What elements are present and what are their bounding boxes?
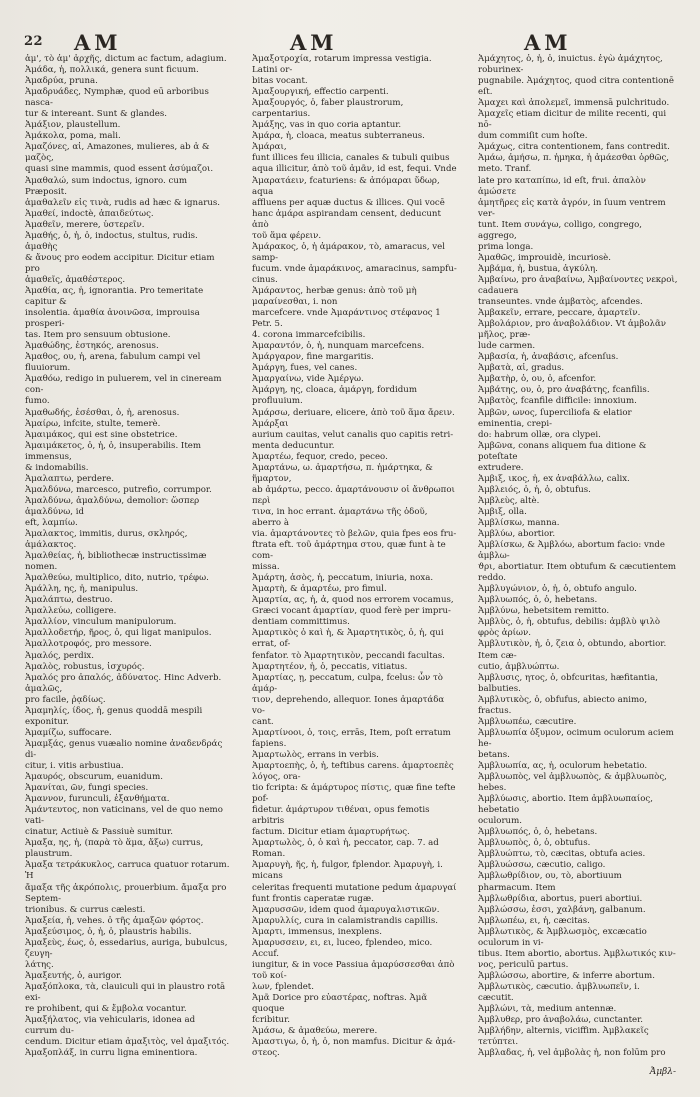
entry-line: Ἀμάχως, citra contentionem, fans contredit. [478, 142, 670, 153]
entry-line: Ἀμβλυγώνιον, ὁ, ἡ, ὁ, obtufo angulo. [478, 584, 637, 595]
entry-line: Ἀμβλώσσω, ἐσσι, χαλβάνη, galbanum. [478, 904, 646, 915]
entry-line: τιον, deprehendo, allequor. Iones ἁμαρτάδα vo- [252, 694, 445, 716]
entry-line: Ἀμαλάπτω, destruo. [25, 595, 113, 606]
entry-line: λάτης. [25, 959, 54, 970]
entry-line: Ἀμαξεία, ἡ, vehes. ὁ τῆς ἀμαξῶν φόρτος. [25, 915, 204, 926]
column-left [25, 54, 230, 1057]
entry-line: tas. Item pro sensuum obtusione. [25, 330, 171, 341]
entry-line: fenfator. τὸ Ἀμαρτητικὸν, peccandi facultas. [252, 650, 445, 661]
entry-line: cutio, ἀμβλυώπτω. [478, 661, 560, 672]
entry-line: Ἀμάλλη, ης, ἡ, manipulus. [25, 584, 139, 595]
entry-line: Ἀμαξουργός, ὁ, faber plaustrorum, carpentarius. [252, 98, 404, 120]
entry-line: Ἀμαρατάειν, fcaturiens: & ἀπόμαραι ὕδωρ, aqua [252, 175, 440, 197]
entry-line: Ἀμαθία, ας, ἡ, ignorantia. Pro temeritate capitur & [25, 285, 204, 308]
entry-line: marcefcere. vnde Ἀμαράντινος στέφανος 1 Petr. 5. [252, 308, 441, 330]
entry-line: fumo. [25, 396, 50, 407]
entry-line: Ἀμάργη, fues, vel canes. [252, 363, 358, 374]
entry-line: Ἀμβλωτικὸς, cæcutio. ἀμβλυωπεῖν, i. cæcutit. [478, 981, 640, 1003]
entry-line: hanc ἀμάρα aspirandam censent, deducunt ἀπὸ [252, 208, 441, 230]
entry-line: Ἀμβλυωπὸς, ὁ, ὁ, obtufus. [478, 838, 591, 849]
entry-line: do: habrum ollæ, ora clypei. [478, 429, 601, 440]
entry-line: tio fcripta: & ἁμάρτυρος πίστις, quæ fine tefte pof- [252, 783, 456, 805]
entry-line: Ἀμάντευτος, non vaticinans, vel de quo nemo vati- [25, 805, 223, 827]
entry-line: Ἀμαλὸς, robustus, ἰσχυρός. [25, 661, 145, 672]
entry-line: cinatur, Actiuè & Passiuè sumitur. [25, 827, 173, 838]
entry-line: Ἀμαξα τετράκυκλος, carruca quatuor rotarum. Ἡ [25, 860, 230, 882]
entry-line: ἀμαθαλεῖν εἰς τινὰ, rudis ad hæc & ignarus. [25, 197, 220, 208]
page-number: 22 [24, 34, 44, 49]
entry-line: pro facile, ῥᾳδίως. [25, 694, 106, 705]
entry-line: Ἀμαξοτροχία, rotarum impressa vestigia. Latini or- [252, 54, 432, 76]
catchword: Ἀμβλ- [649, 1067, 676, 1077]
entry-line: Ἀμαλθεύω, multiplico, dito, nutrio, τρέφω. [25, 573, 209, 584]
entry-line: Ἀμάρακος, ὁ, ἡ ἀμάρακον, τὸ, amaracus, vel samp- [252, 241, 445, 263]
entry-line: prima longa. [478, 241, 534, 252]
entry-line: Ἀμαίρω, infcite, stulte, temerè. [25, 418, 161, 429]
entry-line: Ἀμαζόνες, αἱ, Amazones, mulieres, ab ἀ & μαζὸς, [25, 142, 210, 164]
entry-line: Ἀμβλίσκω, manna. [478, 517, 560, 528]
entry-line: Ἀμβασία, ἡ, ἀναβάσις, afcenſus. [478, 352, 619, 363]
entry-line: Ἀμάραντος, herbæ genus: ἀπὸ τοῦ μὴ μαραίνεσθαι, i. non [252, 285, 417, 308]
entry-line: tur & intereant. Sunt & glandes. [25, 109, 167, 120]
entry-line: missa. [252, 562, 280, 573]
entry-line: Ἀμάρτη, ἁσὸς, ἡ, peccatum, iniuria, noxa. [252, 573, 434, 584]
entry-line: 4. corona immarcefcibilis. [252, 330, 366, 341]
entry-line: Ἀμανίται, ῶν, fungi species. [25, 783, 149, 794]
entry-line: Ἀμβατὰ, αἱ, gradus. [478, 363, 565, 374]
entry-line: Ἀμαρτητέον, ἡ, ὁ, peccatis, vitiatus. [252, 661, 408, 672]
entry-line: Ἀμαξα, ης, ἡ, (παρὰ τὸ ἅμα, ἄξω) currus, plaustrum. [25, 838, 204, 860]
entry-line: re prohibent, qui & ἔμβολα vocantur. [25, 1004, 187, 1015]
entry-line: Ἀμάκολα, poma, mali. [25, 131, 121, 142]
entry-line: Ἀμβλωθρίδια, abortus, pueri abortiui. [478, 893, 643, 904]
entry-line: iungitur, & in voce Passiua ἀμαρύσσεσθαι ἀπὸ τοῦ κοί- [252, 959, 455, 981]
entry-line: aurium cauitas, velut canalis quo capitis retri- [252, 429, 454, 440]
entry-line: extrudere. [478, 462, 524, 473]
entry-line: celeritas frequenti mutatione pedum ἀμαρυγαί [252, 882, 457, 893]
entry-line: funt frontis caperatæ rugæ. [252, 893, 374, 904]
entry-line: Ἀμαρτία, ας, ἡ, ἁ, quod nos errorem vocamus, [252, 595, 454, 606]
entry-line: Græci vocant ἁμαρτίαν, quod ferè per impru- [252, 606, 451, 617]
entry-line: oculorum. [478, 816, 522, 827]
entry-line: Ἀμᾶ Dorice pro εὐαστέρας, noftras. Ἀμᾶ quoque [252, 992, 428, 1015]
entry-line: via. ἁμαρτάνοντες τὸ βελῶν, quia fpes eos fru- [252, 529, 457, 540]
entry-line: Ἀμαξήλατος, via vehicularis, idonea ad currum du- [25, 1015, 196, 1037]
entry-line: Ἀμβλυωπός, ὁ, ὁ, hebetans. [478, 827, 598, 838]
entry-line: dentiam committimus. [252, 617, 350, 628]
entry-line: Ἀμαμηλίς, ίδος, ἡ, genus quoddā mespili exponitur. [25, 705, 203, 727]
entry-line: citur, i. vitis arbustiua. [25, 761, 124, 771]
entry-line: Ἀμβλυτικὸν, ἡ, ὁ, ζεια ὁ, obtundo, abortior. Item cæ- [478, 639, 667, 661]
entry-line: Ἀμβλώνι, τὰ, medium antennæ. [478, 1004, 617, 1015]
entry-line: Ἀμβλυωπία ὀξυμον, ocimum oculorum aciem he- [478, 727, 674, 749]
entry-line: Ἀμαδρύα, pruna. [25, 76, 98, 87]
entry-line: Ἀμβῶν, ωνος, ſuperciliofa & elatior eminentia, crepi- [478, 407, 632, 429]
entry-line: Ἀμαρυλλίς, cura in calamistrandis capillis. [252, 915, 439, 926]
entry-line: Ἀμάξης, vas in quo coria aptantur. [252, 120, 402, 131]
entry-line: Ἀμαρτίας, ῃ, peccatum, culpa, fcelus: ὧν τὸ ἁμάρ- [252, 672, 443, 694]
entry-line: Ἀμβλωθρίδιον, ου, τὸ, abortiuum pharmacum. Item [478, 871, 622, 893]
entry-line: & ἄνους pro eodem accipitur. Dicitur etiam pro [25, 252, 215, 274]
running-header-right: AM [524, 30, 572, 55]
entry-line: Ἀμάδα, ἡ, πολλικά, genera sunt ficuum. [25, 65, 199, 76]
entry-line: Ἀμβλώσσω, abortire, & inferre abortum. [478, 970, 655, 981]
entry-line: factum. Dicitur etiam ἁμαρτυρήτως. [252, 827, 410, 838]
entry-line: Ἀμαστιγω, ὁ, ἡ, ὁ, non mamfus. Dicitur & ἀμά- [252, 1037, 456, 1048]
entry-line: transeuntes. vnde ἀμβατὸς, afcendes. [478, 297, 643, 308]
entry-line: Ἀμαλθείας, ἡ, bibliothecæ instructissimæ nomen. [25, 551, 207, 573]
entry-line: Ἀμάσω, & ἀμαθεύω, merere. [252, 1026, 378, 1037]
entry-line: Ἀμαρυγὴ, ῆς, ἡ, fulgor, fplendor. Ἀμαρυγὴ, i. micans [252, 860, 443, 882]
entry-line: Ἀμαθεῖν, merere, ὑστερεῖν. [25, 219, 145, 230]
entry-line: Ἀμβλύνω, hebetsitem remitto. [478, 606, 610, 617]
entry-line: tunt. Item συνάγω, colligo, congrego, aggrego, [478, 219, 642, 241]
entry-line: trionibus. & currus cælesti. [25, 904, 146, 915]
running-header-left: AM [74, 30, 122, 55]
entry-line: Ἀμάρα, ἡ, cloaca, meatus subterraneus. Ἀμάραι, [252, 131, 425, 153]
entry-line: Ἀμαρτίνοοι, ὁ, τοις, errās, Item, poſt erratum fapiens. [252, 727, 451, 749]
entry-line: Ἀμβλίσκω, & Ἀμβλόω, abortum facio: vnde ἀμβλω- [478, 540, 665, 562]
entry-line: Ἀμαξουργική, effectio carpenti. [252, 87, 389, 98]
entry-line: Ἀμβλυωπία, ας, ἡ, oculorum hebetatio. [478, 761, 648, 771]
entry-line: Ἀμβλωπέω, ει, ἡ, cæcitas. [478, 915, 590, 926]
entry-line: Ἀμβιξ, ικος, ἡ, ex ἀναβάλλω, calix. [478, 473, 630, 484]
entry-line: στεος. [252, 1048, 280, 1057]
entry-line: Ἀμβῶνα, conans aliquem fua ditione & poteſtate [478, 440, 647, 462]
entry-line: Ἀμβλήδην, alternis, viciffim. Ἀμβλακεῖς τετύπτει. [478, 1026, 649, 1048]
entry-line: Ἀμαραντόν, ὁ, ἡ, nunquam marcefcens. [252, 341, 425, 352]
entry-line: Ἀμβλύω, abortior. [478, 529, 556, 540]
entry-line: Ἀμαθεί, indoctè, ἀπαιδεύτως. [25, 208, 154, 219]
entry-line: Ἀμβλυωπέω, cæcutire. [478, 716, 577, 727]
entry-line: aqua illicitur, ἀπὸ τοῦ ἀμᾶν, id est, fequi. Vnde [252, 164, 457, 175]
entry-line: Ἀμαρυσσῶν, idem quod ἀμαρυγαλιστικῶν. [252, 904, 440, 915]
entry-line: cant. [252, 716, 274, 727]
entry-line: fcribitur. [252, 1015, 290, 1026]
entry-line: Ἀμβλυσις, ητος, ὁ, obfcuritas, hæfitantia, balbuties. [478, 672, 658, 694]
entry-line: Ἀμαχεῖς etiam dicitur de milite recenti, qui nō- [478, 109, 667, 131]
entry-line: Ἀμαδρυάδες, Nymphæ, quod eū arboribus nasca- [25, 87, 209, 109]
entry-line: Ἀμβολάριον, pro ἀναβολάδιον. Vt ἀμβολᾶν μῆλος, præ- [478, 319, 667, 341]
entry-line: Ἀμβατὴρ, ὁ, ου, ὁ, afcenfor. [478, 374, 597, 385]
entry-line: Ἀμαιμάκος, qui est sine obstetrice. [25, 429, 178, 440]
entry-line: Ἀμάργαρον, fine margaritis. [252, 352, 374, 363]
entry-line: Ἀμαμίζω, suffocare. [25, 727, 112, 738]
entry-line: tibus. Item abortio, abortus. Ἀμβλωτικός κιν- [478, 948, 676, 959]
entry-line: ἀμ', τὸ ἀμ' ἀρχῆς, dictum ac factum, adagium. [25, 54, 227, 64]
entry-line: insolentia. ἀμαθία ἀνοινῶσα, improuisa prosperi- [25, 308, 200, 330]
entry-line: Ἀμβακεῖν, errare, peccare, ἁμαρτεῖν. [478, 308, 641, 319]
entry-line: Ἀμαλδύνω, ἀμαλδύνω, demolior: ὥσπερ ἀμαλδύνω, id [25, 495, 200, 517]
column-middle [252, 54, 457, 1057]
entry-line: Ἀμαλαπτω, perdere. [25, 473, 114, 484]
entry-line: Ἀμαννον, furunculi, ἐξανθήματα. [25, 794, 170, 805]
entry-line: Ἀμαξευτής, ὁ, aurigor. [25, 970, 122, 981]
entry-line: Ἀμαξεὺς, έως, ὁ, essedarius, auriga, bubulcus, ζευγη- [25, 937, 228, 959]
entry-line: Ἀμαλλεύω, colligere. [25, 606, 117, 617]
entry-line: Ἀμάξιον, plaustellum. [25, 120, 121, 131]
entry-line: cendum. Dicitur etiam ἀμαξιτὸς, vel ἀμαξιτός. [25, 1037, 230, 1048]
entry-line: reddo. [478, 573, 506, 584]
entry-line: Ἀμβλωτικὸς, & Ἀμβλωσμὸς, excæcatio oculorum in vi- [478, 926, 647, 948]
entry-line: νος, periculū partus. [478, 959, 569, 970]
entry-line: & indomabilis. [25, 462, 89, 473]
entry-line: Ἀμαχει καὶ ἀπολεμεῖ, immensā pulchritudo. [478, 98, 670, 109]
entry-line: Ἀμαρτοεπὴς, ὁ, ἡ, teftibus carens. ἁμαρτοεπὲς λόγος, ora- [252, 761, 454, 783]
entry-line: Ἀμαυρός, obscurum, euanidum. [25, 772, 163, 783]
entry-line: Ἀμαλακτος, immitis, durus, σκληρός, ἀμάλακτος. [25, 529, 188, 551]
entry-line: Ἀμβλαδας, ἡ, vel ἀμβολὰς ἡ, non folūm pro [478, 1048, 666, 1057]
entry-line: λων, fplendet. [252, 981, 314, 992]
entry-line: Ἀμβάτης, ου, ὁ, pro ἀναβάτης, fcanfilis. [478, 385, 650, 396]
entry-line: Ἀμαρτέω, fequor, credo, peceo. [252, 451, 388, 462]
entry-line: menta deducuntur. [252, 440, 335, 451]
entry-line: Ἀμβλύωσις, abortio. Item ἀμβλυωπαίος, hebetatio [478, 794, 653, 816]
entry-line: quasi sine mammis, quod essent ἀσύμαζοι. [25, 164, 214, 175]
running-header-center: AM [290, 30, 338, 55]
entry-line: Ἀμαθαλώ, sum indoctus, ignoro. cum Præposit. [25, 175, 187, 197]
entry-line: Ἀμαξοπλάξ, in curru ligna eminentiora. [25, 1048, 198, 1057]
entry-line: Ἀμαργαίνω, vide Ἀμέργω. [252, 374, 364, 385]
entry-line: ftrata eft. τοῦ ἁμάρτημα στου, quæ funt à te com- [252, 540, 446, 562]
entry-line: Ἀμβλυωπός, ὁ, ὁ, hebetans. [478, 595, 598, 606]
entry-line: Ἀμαλλοτροφός, pro messore. [25, 639, 152, 650]
entry-line: Ἀμβλυτικὸς, ὁ, obfufus, abiecto animo, fractus. [478, 694, 648, 716]
entry-line: Ἀμαλλοδετήρ, ῆρος, ὁ, qui ligat manipulos. [25, 628, 212, 639]
entry-line: Ἀμβλειός, ὁ, ἡ, ὁ, obtufus. [478, 484, 591, 495]
entry-line: ϑρι, abortiatur. Item obtufum & cæcutientem [478, 562, 677, 573]
entry-line: Ἀμάργη, ης, cloaca, ἀμάργη, fordidum profluuium. [252, 385, 417, 407]
entry-line: Ἀμαλός, perdix. [25, 650, 95, 661]
column-right [478, 54, 678, 1057]
entry-line: affluens per aquæ ductus & illices. Qui vocē [252, 197, 445, 208]
entry-line: Ἀμαξόπλοκα, τὰ, clauiculi qui in plaustro rotā exi- [25, 981, 226, 1003]
entry-line: Ἀμαρτωλὸς, errans in verbis. [252, 749, 379, 760]
entry-line: Ἀμαθῶς, improuidè, incuriosè. [478, 252, 611, 263]
entry-line: bitas vocant. [252, 76, 308, 87]
entry-line: Ἀμαρτι, immensus, inexplens. [252, 926, 382, 937]
entry-line: ab ἀμάρτω, pecco. ἁμαρτάνουσιν οἱ ἄνθρωποι περὶ [252, 484, 455, 506]
entry-line: Ἀμαλός pro ἁπαλός, ἀδύνατος. Hinc Adverb. ἀμαλῶς, [25, 672, 222, 694]
entry-line: Ἀμαξεύσιμος, ὁ, ἡ, ὁ, plaustris habilis. [25, 926, 192, 937]
entry-line: Ἀμάω, ἁμήσω, π. ἡμηκα, ἡ ἀμάεσθαι ὀρθῶς, meto. Tranf. [478, 153, 669, 175]
entry-line: Ἀμαλδύνω, marcesco, putrefio, corrumpor. [25, 484, 212, 495]
entry-line: Ἀμαθόω, redigo in puluerem, vel in cineream con- [25, 374, 222, 396]
entry-line: ἀμαθεῖς, ἀμαθέστερος. [25, 274, 126, 285]
entry-line: Ἀμβλυωπὸς, vel ἀμβλυωπὸς, & ἀμβλυωπὸς, hebes. [478, 772, 667, 794]
entry-line: Ἀμαρτικὸς ὁ καὶ ἡ, & Ἀμαρτητικὸς, ὁ, ἡ, qui errat, of- [252, 628, 444, 650]
entry-line: cinus. [252, 274, 278, 285]
entry-line: Ἀμάρσω, deriuare, elicere, ἀπὸ τοῦ ἅμα ἄρειν. Ἀμάρξαι [252, 407, 455, 429]
entry-line: eft, λαμπίω. [25, 517, 78, 528]
entry-line: Ἀμβλὺς, ὁ, ἡ, obtufus, debilis: ἀμβλὺ ψιλὸ φρὸς ἀρίων. [478, 617, 661, 639]
entry-line: Ἀμαρτάνω, ω. ἁμαρτήσω, π. ἡμάρτηκα, & ἥμαρτον, [252, 462, 433, 484]
entry-line: Ἀμβάμα, ἡ, bustua, ἀγκύλη. [478, 263, 598, 274]
entry-line: fidetur. ἁμάρτυρον τιθέναι, opus femotis arbitris [252, 805, 430, 827]
entry-line: Ἀμβλυθερ, pro ἀναβολάω, cunctanter. [478, 1015, 644, 1026]
entry-line: Ἀμβλυώπτω, τὸ, cæcitas, obtufa acies. [478, 849, 646, 860]
entry-line: funt illices feu illicia, canales & tubuli quibus [252, 153, 450, 164]
entry-line: Ἀμαθωδής, ἐσέσθαι, ὁ, ἡ, arenosus. [25, 407, 180, 418]
entry-line: betans. [478, 749, 510, 760]
entry-line: Ἀμαθής, ὁ, ἡ, ὁ, indoctus, stultus, rudis. ἀμαθὴς [25, 230, 198, 252]
entry-line: Ἀμαιμάκετος, ὁ, ἡ, ὁ, insuperabilis. Item immensus, [25, 440, 202, 462]
entry-line: late pro καταπίπω, id eſt, frui. ἁπαλὸν ἀμώσετε [478, 175, 646, 197]
entry-line: fucum. vnde ἀμαράκινος, amaracinus, sampfu- [252, 263, 457, 274]
entry-line: Ἀμβιξ, olla. [478, 506, 527, 517]
entry-line: Ἀμαρτὴ, & ἀμαρτέω, pro fimul. [252, 584, 387, 595]
entry-line: lude carmen. [478, 341, 536, 352]
entry-line: Ἀμβατὸς, fcanfile difficile: innoxium. [478, 396, 637, 407]
entry-line: Ἀμβλεὺς, altè. [478, 495, 540, 506]
entry-line: Ἀμαρυσσειν, ει, ει, luceo, fplendeo, mico. Accuf. [252, 937, 433, 959]
entry-line: τινα, in hoc errant. ἁμαρτάνω τῆς ὁδοῦ, aberro à [252, 506, 428, 528]
entry-line: ἄμαξα τῆς ἀκρόπολις, prouerbium. ἄμαξα pro Septem- [25, 882, 227, 904]
entry-line: Ἀμαθος, ου, ἡ, arena, fabulum campi vel fluuiorum. [25, 352, 201, 374]
entry-line: pugnabile. Ἀμάχητος, quod citra contentionē eſt. [478, 76, 674, 98]
entry-line: τοῦ ἅμα φέρειν. [252, 230, 322, 241]
entry-line: Ἀμβλυώσσω, cæcutio, caligo. [478, 860, 606, 871]
entry-line: Ἀμαρτωλὸς, ὁ, ὁ καὶ ἡ, peccator, cap. 7. ad Roman. [252, 838, 439, 860]
entry-line: Ἀμαλλίον, vinculum manipulorum. [25, 617, 177, 628]
entry-line: ἀμητῆρες εἰς κατὰ ἀγρόν, in ſuum ventrem ver- [478, 197, 666, 219]
entry-line: Ἀμάχητος, ὁ, ἡ, ὁ, inuictus. ἐγὼ ἀμάχητος, roburinex- [478, 54, 663, 76]
entry-line: Ἀμβαίνω, pro ἀναβαίνω, Ἀμβαίνοντες νεκροὶ, cadauera [478, 274, 678, 296]
entry-line: Ἀμαμξάς, genus vuæalio nomine ἀναδενδράς di- [25, 738, 223, 760]
entry-line: Ἀμαθώδης, ἐστηκός, arenosus. [25, 341, 159, 352]
entry-line: dum commiſit cum hoſte. [478, 131, 588, 142]
